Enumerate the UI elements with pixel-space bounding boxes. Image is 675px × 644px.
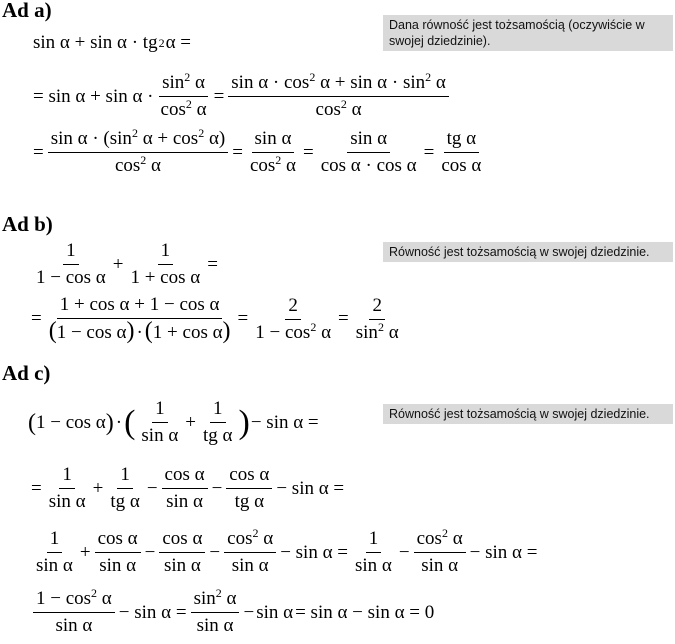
eq-c-line3: $\frac{1}{\text{sin α}}$ + $\frac{\text{cos α}}{\text{sin α}}$ − $\frac{\text{cos α}}{\text{sin α}}$ − $\frac{\cos^2 \alpha}{\text{sin α}}$ − sin α = $\frac{1}{\text{sin α}}$ − $\frac{\cos^2 \alpha}{\text{sin α}}$ − sin α =	[36, 526, 538, 576]
eq-c-line1: ( 1 − cos α ) · ( $\frac{1}{\text{sin α}}$ + $\frac{1}{\text{tg α}}$ ) − sin α =	[28, 398, 319, 446]
eq-c-line2: = $\frac{1}{\text{sin α}}$ + $\frac{1}{\text{tg α}}$ − $\frac{\text{cos α}}{\text{sin α}}$ − $\frac{\text{cos α}}{\text{tg α}}$ − sin α =	[31, 464, 345, 512]
eq-c-line4: $\frac{1 - \cos^2 \alpha}{\text{sin α}}$ − sin α = $\frac{\sin^2 \alpha}{\text{sin α}}$ − sin α = sin α − sin α = 0	[30, 588, 435, 637]
note-b: Równość jest tożsamością w swojej dziedzinie.	[383, 242, 673, 262]
eq-a-line1: sin α + sin α · tg 2 α =	[33, 32, 191, 53]
eq-a-line3: = $\frac{\sin \alpha \cdot (\sin^2 \alpha + \cos^2 \alpha)}{\cos^2 \alpha}$ = $\frac{\text{sin α}}{\cos^2 \alpha}$ = $\frac{\text{sin α}}{\text{cos α · cos α}}$ = $\frac{\text{tg α}}{\text{cos α}}$	[33, 126, 482, 176]
note-a: Dana równość jest tożsamością (oczywiście w swojej dziedzinie).	[383, 15, 673, 51]
heading-c: Ad c)	[2, 361, 51, 385]
note-c: Równość jest tożsamością w swojej dziedzinie.	[383, 404, 673, 424]
heading-a: Ad a)	[2, 0, 52, 22]
eq-b-line2: = $\frac{\text{1 + cos α + 1 − cos α}}{\text{(1 − cos α) ·(1 + cos α)}}$ = $\frac{2}{1 - \cos^2 \alpha}$ = $\frac{2}{\sin^2 \alpha}$	[31, 294, 399, 344]
eq-a-line2: = sin α + sin α · $\frac{\sin^2 \alpha}{\cos^2 \alpha}$ = $\frac{\sin \alpha \cdot \cos^2 \alpha + \sin \alpha \cdot \sin^2 \alpha}{\cos^2 \alpha}$	[32, 72, 452, 121]
eq-b-line1: $\frac{1}{\text{1 − cos α}}$ + $\frac{1}{\text{1 + cos α}}$ =	[36, 240, 218, 288]
heading-b: Ad b)	[2, 212, 53, 236]
